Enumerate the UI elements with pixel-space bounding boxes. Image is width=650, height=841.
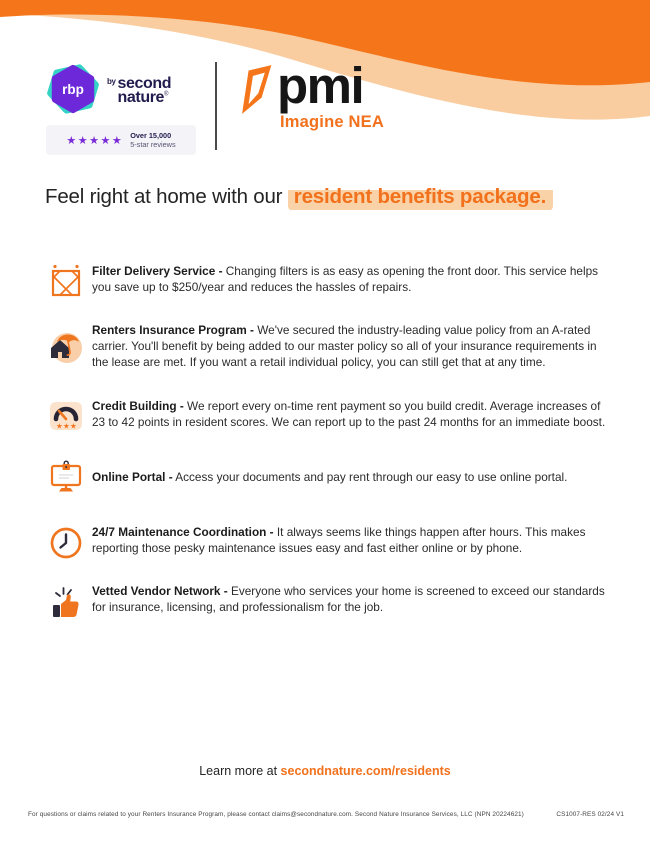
benefit-text [92,398,610,430]
benefit-maintenance-coordination [48,524,610,562]
benefit-description: It always seems like things happen after hours. This makes reporting those pesky maintenance issues easy and fast either online or by phone. [92,525,586,556]
benefit-text [92,322,610,370]
brand-line-2: nature® [117,89,169,106]
page-title [45,185,625,209]
registered-mark: ® [164,91,169,98]
svg-text:★: ★ [70,421,77,431]
benefit-credit-building [48,398,610,436]
clock-icon [48,524,84,562]
umbrella-house-icon [48,327,84,365]
headline-highlight: resident benefits package. [288,183,553,211]
fine-print [28,811,624,818]
benefit-description: Everyone who services your home is screened to exceed our standards for insurance, licensing, and professionalism for the job. [92,584,605,615]
benefit-title: 24/7 Maintenance Coordination - [92,525,274,539]
benefit-renters-insurance [48,322,610,370]
svg-text:★: ★ [63,421,70,431]
rbp-logo-block [46,62,204,155]
credit-gauge-icon [48,398,84,436]
benefit-filter-delivery [48,263,610,301]
benefit-online-portal [48,458,610,496]
benefit-title: Credit Building - [92,399,184,413]
fine-print-left: For questions or claims related to your Renters Insurance Program, please contact claims@secondnature.com. Second Nature Insurance Services, LLC (NPN 20224621) [28,811,524,818]
benefit-title: Vetted Vendor Network - [92,584,228,598]
pmi-logo-block [234,57,384,132]
fine-print-code: CS1007-RES 02/24 V1 [556,811,624,818]
pmi-logo-text: pmi [277,57,364,114]
learn-more-link[interactable]: secondnature.com/residents [280,764,451,778]
benefit-vetted-vendor-network [48,583,610,621]
benefit-title: Renters Insurance Program - [92,323,254,337]
brand-line-1: second [117,74,172,92]
pmi-logo-mark-icon [234,64,274,116]
logo-row [46,57,384,155]
logo-divider [215,62,217,150]
benefit-text [92,469,610,485]
filter-icon [48,263,84,301]
benefit-title: Filter Delivery Service - [92,264,223,278]
benefit-text [92,583,610,615]
reviews-count: Over 15,000 [130,130,172,140]
pmi-tagline: Imagine NEA [280,113,384,131]
benefit-description: Access your documents and pay rent through our easy to use online portal. [175,470,568,484]
learn-more-line [0,764,650,778]
by-label: by [107,76,116,86]
rbp-hexagon-logo [46,62,100,116]
online-portal-icon [48,458,84,496]
reviews-text [130,131,175,150]
benefit-text [92,263,610,295]
reviews-caption: 5-star reviews [130,140,176,149]
thumbs-up-icon [48,583,84,621]
five-star-rating-icon: ★★★★★ [66,134,124,147]
rbp-logo-text: rbp [62,81,84,97]
svg-text:★: ★ [56,421,63,431]
benefit-description: We've secured the industry-leading value policy from an A-rated carrier. You'll benefit by being added to our master policy so all of your insurance requirements in the lease are met. If you want a retail individual policy, you can still get that at any time. [92,323,597,370]
benefit-title: Online Portal - [92,470,173,484]
second-nature-wordmark [107,74,172,106]
learn-more-prefix: Learn more at [199,764,278,778]
headline-prefix: Feel right at home with our [45,185,283,208]
benefit-description: Changing filters is as easy as opening the front door. This service helps you save up to $250/year and reduces the hassles of repairs. [92,264,599,295]
benefit-description: We report every on-time rent payment so you build credit. Average increases of 23 to 42 points in resident scores. We can report up to the past 24 months for an immediate boost. [92,399,606,430]
reviews-badge [46,125,196,155]
benefit-text [92,524,610,556]
